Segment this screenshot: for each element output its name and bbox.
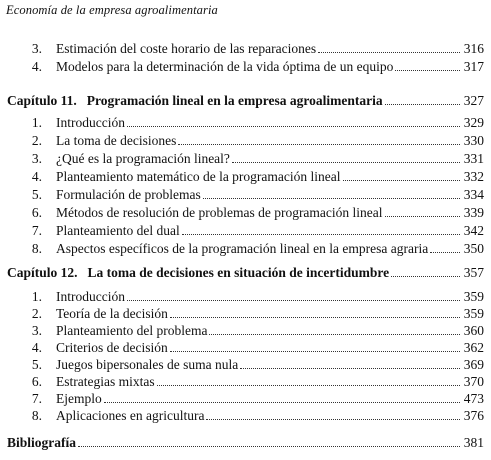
entry-number: 7.	[31, 223, 42, 238]
toc-entry	[0, 288, 491, 306]
bibliography-heading	[0, 434, 491, 452]
entry-title: Planteamiento del problema	[56, 323, 208, 338]
toc-entry	[0, 339, 491, 357]
entry-page: 350	[463, 241, 484, 256]
entry-page: 369	[463, 357, 484, 372]
chapter-page: 327	[463, 93, 484, 108]
bibliography-title: Bibliografía	[7, 435, 77, 450]
entry-title: Modelos para la determinación de la vida óptima de un equipo	[56, 59, 394, 74]
toc-entry	[0, 240, 491, 258]
entry-number: 6.	[31, 374, 42, 389]
dot-leader	[127, 115, 460, 127]
toc-entry	[0, 322, 491, 340]
entry-title: Ejemplo	[56, 391, 102, 406]
toc-entry	[0, 150, 491, 168]
entry-title: La toma de decisiones	[56, 133, 177, 148]
entry-title: Introducción	[56, 289, 125, 304]
dot-leader	[206, 408, 460, 420]
entry-page: 330	[463, 133, 484, 148]
toc-entry	[0, 114, 491, 132]
entry-page: 317	[463, 59, 484, 74]
entry-title: Juegos bipersonales de suma nula	[56, 357, 239, 372]
entry-number: 2.	[31, 306, 42, 321]
dot-leader	[240, 357, 460, 369]
entry-page: 329	[463, 115, 484, 130]
dot-leader	[385, 205, 460, 217]
toc-entry	[0, 40, 491, 58]
entry-title: ¿Qué es la programación lineal?	[56, 151, 230, 166]
entry-page: 370	[463, 374, 484, 389]
entry-page: 376	[463, 408, 484, 423]
entry-title: Teoría de la decisión	[56, 306, 168, 321]
dot-leader	[395, 59, 460, 71]
toc-entry	[0, 222, 491, 240]
entry-title: Aspectos específicos de la programación lineal en la empresa agraria	[56, 241, 429, 256]
entry-number: 1.	[31, 115, 42, 130]
dot-leader	[203, 187, 460, 199]
entry-title: Aplicaciones en agricultura	[56, 408, 205, 423]
chapter-11-heading	[0, 92, 491, 110]
entry-page: 359	[463, 306, 484, 321]
chapter-page: 357	[463, 265, 484, 280]
chapter-12-heading	[0, 264, 491, 282]
dot-leader	[209, 323, 460, 335]
entry-number: 6.	[31, 205, 42, 220]
chapter-title: La toma de decisiones en situación de incertidumbre	[87, 265, 390, 280]
entry-number: 3.	[31, 41, 42, 56]
entry-title: Introducción	[56, 115, 125, 130]
toc-entry	[0, 186, 491, 204]
toc-entry	[0, 407, 491, 425]
entry-page: 316	[463, 41, 484, 56]
toc-entry	[0, 356, 491, 374]
entry-number: 4.	[31, 59, 42, 74]
toc-entry	[0, 132, 491, 150]
entry-number: 4.	[31, 340, 42, 355]
entry-title: Estimación del coste horario de las reparaciones	[56, 41, 317, 56]
entry-page: 359	[463, 289, 484, 304]
toc-entry	[0, 168, 491, 186]
entry-number: 5.	[31, 187, 42, 202]
entry-number: 2.	[31, 133, 42, 148]
entry-page: 331	[463, 151, 484, 166]
entry-number: 3.	[31, 323, 42, 338]
toc-entry	[0, 390, 491, 408]
entry-number: 7.	[31, 391, 42, 406]
entry-title: Formulación de problemas	[56, 187, 201, 202]
toc-entry	[0, 373, 491, 391]
dot-leader	[170, 306, 460, 318]
bibliography-page: 381	[463, 435, 484, 450]
entry-page: 342	[463, 223, 484, 238]
entry-title: Estrategias mixtas	[56, 374, 155, 389]
entry-page: 339	[463, 205, 484, 220]
dot-leader	[104, 391, 460, 403]
toc-entry	[0, 204, 491, 222]
dot-leader	[430, 241, 460, 253]
entry-title: Planteamiento del dual	[56, 223, 180, 238]
entry-title: Criterios de decisión	[56, 340, 168, 355]
entry-page: 473	[463, 391, 484, 406]
entry-number: 8.	[31, 241, 42, 256]
dot-leader	[170, 340, 460, 352]
toc-entry	[0, 305, 491, 323]
dot-leader	[391, 265, 460, 277]
chapter-label: Capítulo 11.	[7, 93, 77, 108]
entry-title: Métodos de resolución de problemas de programación lineal	[56, 205, 383, 220]
dot-leader	[318, 41, 460, 53]
dot-leader	[343, 169, 460, 181]
dot-leader	[127, 289, 460, 301]
dot-leader	[78, 435, 460, 447]
entry-page: 334	[463, 187, 484, 202]
entry-number: 5.	[31, 357, 42, 372]
entry-number: 1.	[31, 289, 42, 304]
dot-leader	[385, 93, 460, 105]
entry-title: Planteamiento matemático de la programación lineal	[56, 169, 341, 184]
entry-page: 360	[463, 323, 484, 338]
entry-number: 4.	[31, 169, 42, 184]
dot-leader	[178, 133, 460, 145]
dot-leader	[157, 374, 460, 386]
entry-number: 8.	[31, 408, 42, 423]
chapter-title: Programación lineal en la empresa agroalimentaria	[86, 93, 383, 108]
dot-leader	[182, 223, 460, 235]
chapter-label: Capítulo 12.	[7, 265, 78, 280]
entry-page: 362	[463, 340, 484, 355]
dot-leader	[232, 151, 460, 163]
entry-page: 332	[463, 169, 484, 184]
toc-entry	[0, 58, 491, 76]
running-header: Economía de la empresa agroalimentaria	[6, 3, 218, 17]
entry-number: 3.	[31, 151, 42, 166]
